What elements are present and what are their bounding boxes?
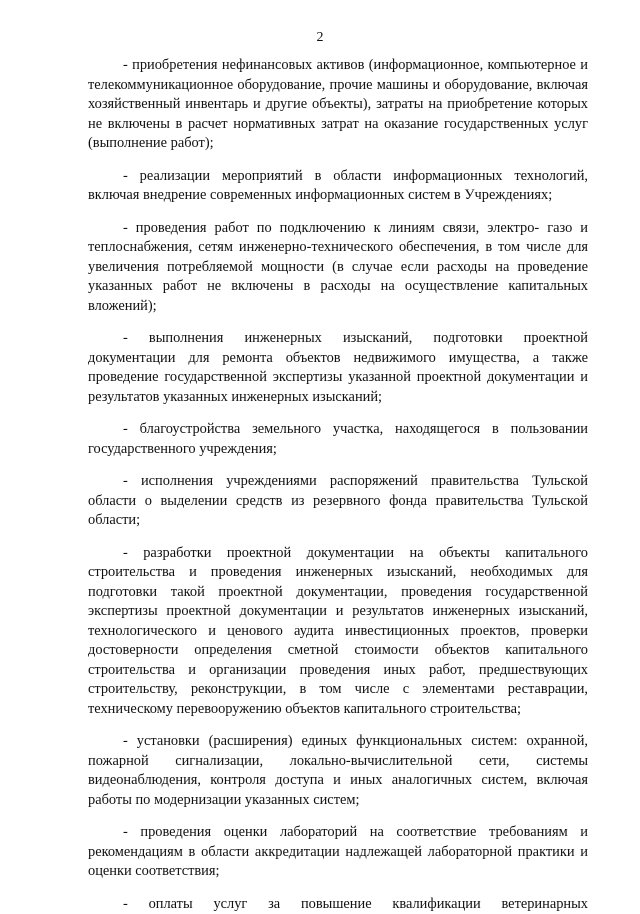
document-body — [88, 56, 588, 914]
paragraph-5: - благоустройства земельного участка, находящегося в пользовании государственного учреждения; — [88, 420, 588, 459]
paragraph-10: - оплаты услуг за повышение квалификации ветеринарных — [88, 895, 588, 914]
page-number: 2 — [0, 30, 640, 46]
paragraph-8: - установки (расширения) единых функциональных систем: охранной, пожарной сигнализации, локально-вычислительной сети, системы видеонаблюдения, контроля доступа и иных аналогичных систем, включая работы по модернизации указанных систем; — [88, 732, 588, 810]
paragraph-7: - разработки проектной документации на объекты капитального строительства и проведения инженерных изысканий, необходимых для подготовки такой проектной документации, проведения государственной экспертизы проектной документации и результатов инженерных изысканий, технологического и ценового аудита инвестиционных проектов, проверки достоверности определения сметной стоимости объектов капитального строительства и организации проведения иных работ, предшествующих строительству, реконструкции, в том числе с элементами реставрации, техническому перевооружению объектов капитального строительства; — [88, 544, 588, 720]
paragraph-9: - проведения оценки лабораторий на соответствие требованиям и рекомендациям в области аккредитации надлежащей лабораторной практики и оценки соответствия; — [88, 823, 588, 882]
paragraph-2: - реализации мероприятий в области информационных технологий, включая внедрение современных информационных систем в Учреждениях; — [88, 167, 588, 206]
paragraph-6: - исполнения учреждениями распоряжений правительства Тульской области о выделении средств из резервного фонда правительства Тульской области; — [88, 472, 588, 531]
paragraph-3: - проведения работ по подключению к линиям связи, электро- газо и теплоснабжения, сетям инженерно-технического обеспечения, в том числе для увеличения потребляемой мощности (в случае если расходы на проведение указанных работ не включены в расходы на осуществление капитальных вложений); — [88, 219, 588, 317]
paragraph-4: - выполнения инженерных изысканий, подготовки проектной документации для ремонта объектов недвижимого имущества, а также проведение государственной экспертизы указанной проектной документации и результатов указанных инженерных изысканий; — [88, 329, 588, 407]
paragraph-1: - приобретения нефинансовых активов (информационное, компьютерное и телекоммуникационное оборудование, прочие машины и оборудование, включая хозяйственный инвентарь и другие объекты), затраты на приобретение которых не включены в расчет нормативных затрат на оказание государственных услуг (выполнение работ); — [88, 56, 588, 154]
